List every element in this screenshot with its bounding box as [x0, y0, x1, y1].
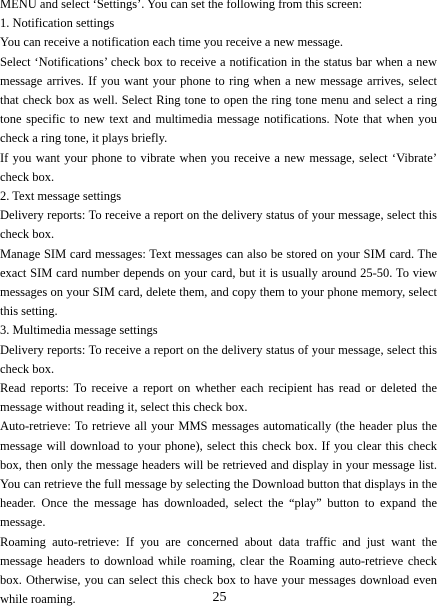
- manage-sim-paragraph: Manage SIM card messages: Text messages can also be stored on your SIM card. The exact SIM card number depends on your card, but it is usually around 25-50. To view messages on your SIM card, delete them, and copy them to your phone memory, select this setting.: [0, 246, 437, 319]
- text-delivery-reports-paragraph: Delivery reports: To receive a report on the delivery status of your message, select this check box.: [0, 208, 437, 242]
- vibrate-paragraph: If you want your phone to vibrate when you receive a new message, select ‘Vibrate’ check box.: [0, 150, 437, 184]
- intro-paragraph: MENU and select ‘Settings’. You can set the following from this screen:: [0, 0, 363, 11]
- roaming-auto-retrieve-paragraph: Roaming auto-retrieve: If you are concerned about data traffic and just want the message headers to download while roaming, clear the Roaming auto-retrieve check box. Otherwise, you can select this check box to have your messages download even while roaming.: [0, 534, 437, 607]
- auto-retrieve-paragraph: Auto-retrieve: To retrieve all your MMS messages automatically (the header plus the message will download to your phone), select this check box. If you clear this check box, then only the message headers will be retrieved and display in your message list. You can retrieve the full message by selecting the Download button that displays in the header. Once the message has downloaded, select the “play” button to expand the message.: [0, 419, 437, 530]
- section-heading-multimedia-settings: 3. Multimedia message settings: [0, 323, 158, 338]
- page-number: 25: [212, 590, 227, 605]
- mms-delivery-reports-paragraph: Delivery reports: To receive a report on the delivery status of your message, select this check box.: [0, 342, 437, 376]
- notification-intro-paragraph: You can receive a notification each time you receive a new message.: [0, 35, 344, 50]
- read-reports-paragraph: Read reports: To receive a report on whether each recipient has read or deleted the message without reading it, select this check box.: [0, 381, 437, 415]
- notification-details-paragraph: Select ‘Notifications’ check box to receive a notification in the status bar when a new message arrives. If you want your phone to ring when a new message arrives, select that check box as well. Select Ring tone to open the ring tone menu and select a ring tone specific to new text and multimedia message notifications. Note that when you check a ring tone, it plays briefly.: [0, 54, 437, 146]
- section-heading-notification-settings: 1. Notification settings: [0, 16, 115, 31]
- section-heading-text-message-settings: 2. Text message settings: [0, 189, 122, 204]
